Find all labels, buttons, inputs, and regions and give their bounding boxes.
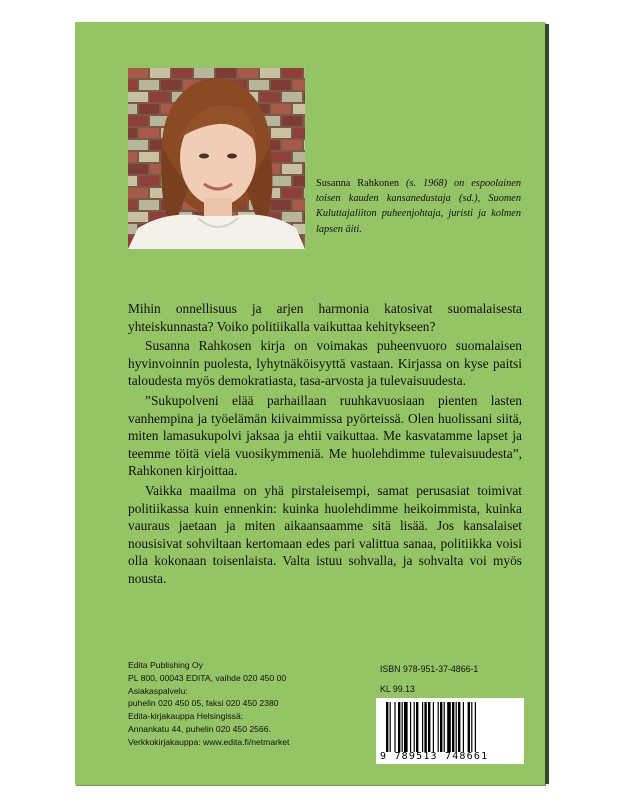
barcode-bars-icon bbox=[376, 702, 524, 754]
publisher-line: puhelin 020 450 05, faksi 020 450 2380 bbox=[128, 698, 279, 709]
blurb-text bbox=[128, 300, 522, 590]
blurb-paragraph: Mihin onnellisuus ja arjen harmonia katosivat suomalaisesta yhteiskunnasta? Voiko politiikalla vaikuttaa kehitykseen? bbox=[128, 301, 522, 334]
publisher-info bbox=[128, 659, 368, 749]
publisher-line: Asiakaspalvelu: bbox=[128, 685, 188, 696]
barcode-number: 9 789513 748661 bbox=[380, 751, 489, 762]
publisher-line: Verkkokirjakauppa: www.edita.fi/netmarket bbox=[128, 736, 290, 747]
isbn-block bbox=[380, 659, 478, 699]
publisher-line: PL 800, 00043 EDITA, vaihde 020 450 00 bbox=[128, 672, 287, 683]
author-bio bbox=[316, 176, 521, 237]
blurb-paragraph: Vaikka maailma on yhä pirstaleisempi, samat perusasiat toimivat politiikassa kuin ennenkin: kuinka huolehdimme heikoimmista, kuinka vauraus jaetaan ja miten aikaansaamme sitä lisää. Jos kansalaiset nousisivat sohviltaan kertomaan edes pari valittua sanaa, politiikka voisi olla kokonaan toisenlaista. Valta istuu sohvalla, ja sohvalta voi myös nousta. bbox=[128, 482, 522, 586]
classification-code: KL 99.13 bbox=[380, 684, 415, 694]
barcode bbox=[376, 698, 524, 764]
publisher-line: Edita-kirjakauppa Helsingissä: bbox=[128, 711, 244, 722]
author-bio-details: (s. 1968) on espoolainen toisen kauden kansanedustaja (sd.), Suomen Kuluttajaliiton puheenjohtaja, juristi ja kolmen lapsen äiti. bbox=[316, 178, 521, 235]
author-photo bbox=[128, 68, 305, 249]
book-spine-edge bbox=[545, 24, 549, 784]
blurb-paragraph: ”Sukupolveni elää parhaillaan ruuhkavuosiaan pienten lasten vanhempina ja työelämän kiivaimmissa pyörteissä. Olen huolissani siitä, miten lamasukupolvi jaksaa ja ehtii vaikuttaa. Me kasvatamme lapset ja teemme töitä vielä vuosikymmeniä. Me huolehdimme tulevaisuudesta”, Rahkonen kirjoittaa. bbox=[128, 392, 522, 479]
publisher-line: Edita Publishing Oy bbox=[128, 660, 203, 670]
blurb-paragraph: Susanna Rahkosen kirja on voimakas puheenvuoro suomalaisen hyvinvoinnin puolesta, lyhytnäköisyyttä vastaan. Kirjassa on kyse paitsi taloudesta myös demokratiasta, tasa-arvosta ja tulevaisuudesta. bbox=[128, 338, 522, 389]
publisher-line: Annankatu 44, puhelin 020 450 2566. bbox=[128, 723, 271, 734]
isbn-number: ISBN 978-951-37-4866-1 bbox=[380, 664, 479, 674]
author-name: Susanna Rahkonen bbox=[316, 178, 400, 189]
